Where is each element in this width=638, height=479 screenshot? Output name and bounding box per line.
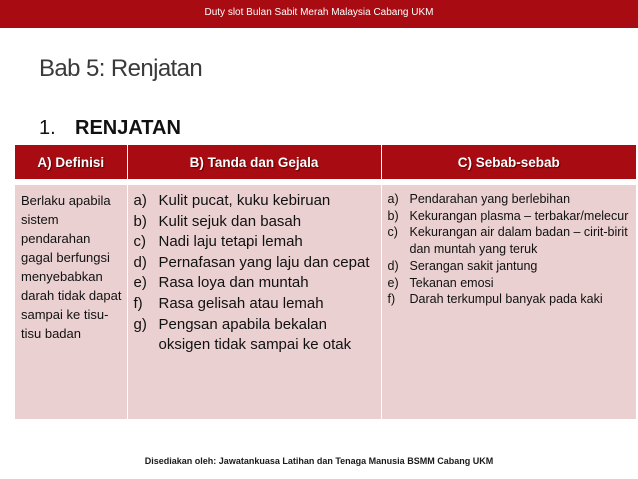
list-text: Rasa loya dan muntah [158,274,309,292]
list-item [388,208,634,225]
list-item [134,294,378,315]
list-item [134,315,378,356]
heading-text: RENJATAN [75,117,181,139]
gejala-cell [127,182,381,419]
list-item [388,258,634,275]
list-item [134,212,378,233]
top-banner [0,0,638,28]
list-marker: f) [133,294,143,312]
list-marker: c) [387,225,398,240]
list-marker: g) [133,315,147,333]
table-header-row [15,145,636,182]
list-item [388,191,634,208]
list-marker: f) [387,292,396,307]
list-marker: a) [387,192,399,206]
list-text: Nadi laju tetapi lemah [158,233,303,251]
list-text: Pengsan apabila bekalan oksigen tidak sampai ke otak [158,315,352,354]
definisi-text: Berlaku apabila sistem pendarahan gagal berfungsi menyebabkan darah tidak dapat sampai ke tisu-tisu badan [21,193,122,341]
table-row [15,182,636,419]
list-item [388,291,634,308]
list-marker: b) [387,208,399,223]
list-item [388,224,634,257]
list-text: Pernafasan yang laju dan cepat [158,253,370,271]
column-header-sebab: C) Sebab-sebab [381,145,636,182]
list-marker: a) [133,192,147,209]
list-marker: b) [133,212,147,230]
banner-text: Duty slot Bulan Sabit Merah Malaysia Cabang UKM [204,7,434,18]
definisi-cell [15,182,127,419]
renjatan-table [15,145,636,419]
list-text: Kekurangan air dalam badan – cirit-birit dan muntah yang teruk [409,225,628,257]
sebab-list [388,191,634,308]
gejala-list [134,191,378,356]
list-text: Kulit sejuk dan basah [158,212,302,230]
list-text: Kekurangan plasma – terbakar/melecur [409,208,629,223]
list-item [134,232,378,253]
list-item [134,191,378,212]
list-item [134,253,378,274]
list-marker: e) [133,274,147,292]
list-marker: d) [133,253,147,271]
list-item [388,275,634,292]
list-text: Serangan sakit jantung [409,258,538,273]
list-text: Darah terkumpul banyak pada kaki [409,292,603,307]
list-item [134,273,378,294]
heading-number: 1. [39,117,56,139]
sebab-cell [381,182,636,419]
list-text: Pendarahan yang berlebihan [409,192,571,206]
list-text: Kulit pucat, kuku kebiruan [158,192,331,209]
list-marker: c) [133,233,146,251]
section-heading [39,117,181,140]
column-header-gejala: B) Tanda dan Gejala [127,145,381,182]
list-text: Rasa gelisah atau lemah [158,294,324,312]
column-header-definisi: A) Definisi [15,145,127,182]
list-marker: e) [387,275,399,290]
list-text: Tekanan emosi [409,275,494,290]
list-marker: d) [387,258,399,273]
footer-credit: Disediakan oleh: Jawatankuasa Latihan dan Tenaga Manusia BSMM Cabang UKM [144,456,494,466]
slide-title: Bab 5: Renjatan [39,55,203,82]
